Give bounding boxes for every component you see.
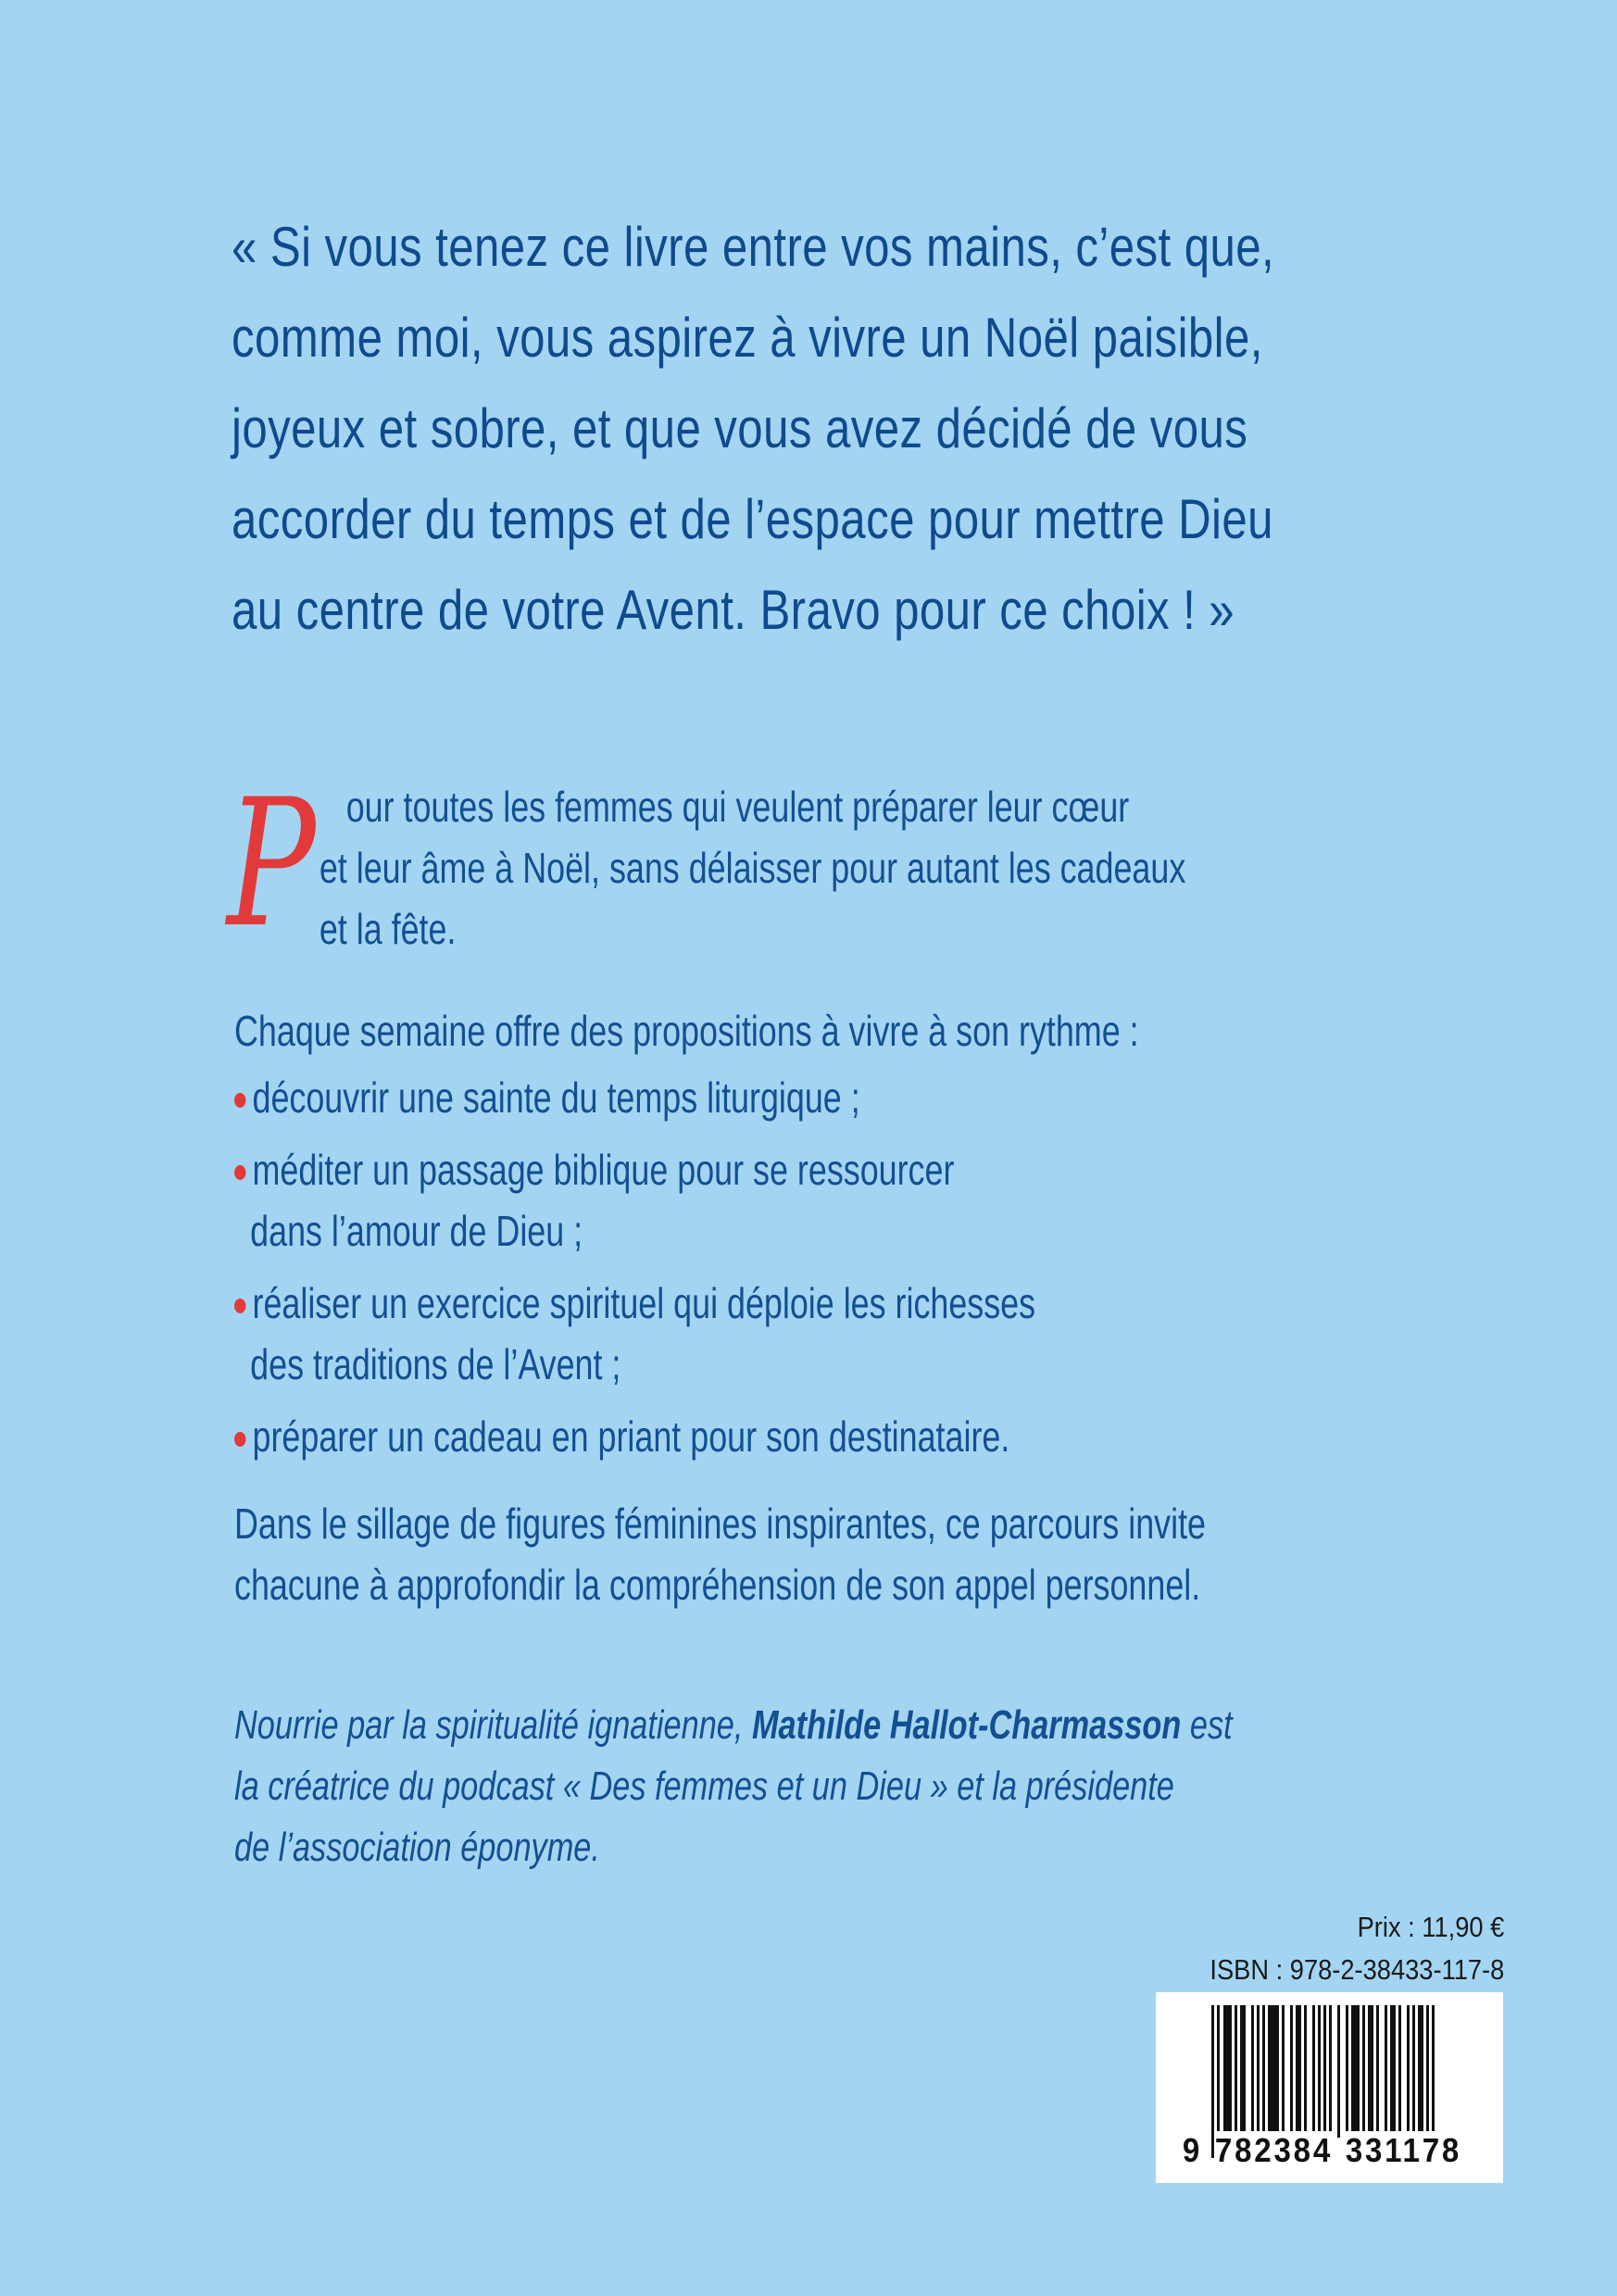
bullet-dot-icon <box>234 1165 245 1180</box>
quote-line: accorder du temps et de l’espace pour mettre Dieu <box>232 488 1273 550</box>
back-cover-quote <box>232 202 1275 656</box>
author-name: Mathilde Hallot-Charmasson <box>751 1702 1182 1748</box>
drop-cap: P <box>227 761 316 966</box>
bullet-dot-icon <box>234 1093 245 1108</box>
quote-line: au centre de votre Avent. Bravo pour ce choix ! » <box>232 579 1235 641</box>
bullet-item: réaliser un exercice spirituel qui déploie les richesses <box>234 1273 1535 1334</box>
quote-line: comme moi, vous aspirez à vivre un Noël paisible, <box>232 307 1263 369</box>
quote-line: « Si vous tenez ce livre entre vos mains, c’est que, <box>232 216 1275 278</box>
barcode <box>1156 1992 1503 2183</box>
intro-line: et leur âme à Noël, sans délaisser pour autant les cadeaux <box>319 844 1186 892</box>
bio-line: de l’association éponyme. <box>234 1825 600 1870</box>
bullet-continuation: des traditions de l’Avent ; <box>250 1340 621 1388</box>
price-text: Prix : 11,90 € <box>1357 1911 1504 1943</box>
closing-line: chacune à approfondir la compréhension de son appel personnel. <box>234 1561 1201 1609</box>
closing-line: Dans le sillage de figures féminines inspirantes, ce parcours invite <box>234 1499 1207 1548</box>
intro-line: our toutes les femmes qui veulent préparer leur cœur <box>345 783 1130 831</box>
bio-line: Nourrie par la spiritualité ignatienne, Mathilde Hallot-Charmasson est <box>234 1702 1233 1748</box>
bullet-item: méditer un passage biblique pour se ressourcer <box>234 1139 1535 1200</box>
description-body <box>234 1000 1535 1615</box>
lead-sentence: Chaque semaine offre des propositions à vivre à son rythme : <box>234 1007 1139 1055</box>
barcode-digits: 9 782384 331178 <box>1182 2131 1462 2169</box>
author-bio <box>234 1695 1535 1878</box>
bullet-continuation: dans l’amour de Dieu ; <box>250 1207 583 1255</box>
intro-line: et la fête. <box>319 905 457 953</box>
bullet-item: préparer un cadeau en priant pour son destinataire. <box>234 1406 1535 1467</box>
bullet-dot-icon <box>234 1432 245 1447</box>
quote-line: joyeux et sobre, et que vous avez décidé de vous <box>232 397 1248 459</box>
bullet-dot-icon <box>234 1299 245 1313</box>
isbn-text: ISBN : 978-2-38433-117-8 <box>1210 1953 1504 1986</box>
price-block <box>1210 1906 1504 1991</box>
bio-line: la créatrice du podcast « Des femmes et un Dieu » et la présidente <box>234 1763 1174 1809</box>
bullet-item: découvrir une sainte du temps liturgique ; <box>234 1067 1535 1128</box>
